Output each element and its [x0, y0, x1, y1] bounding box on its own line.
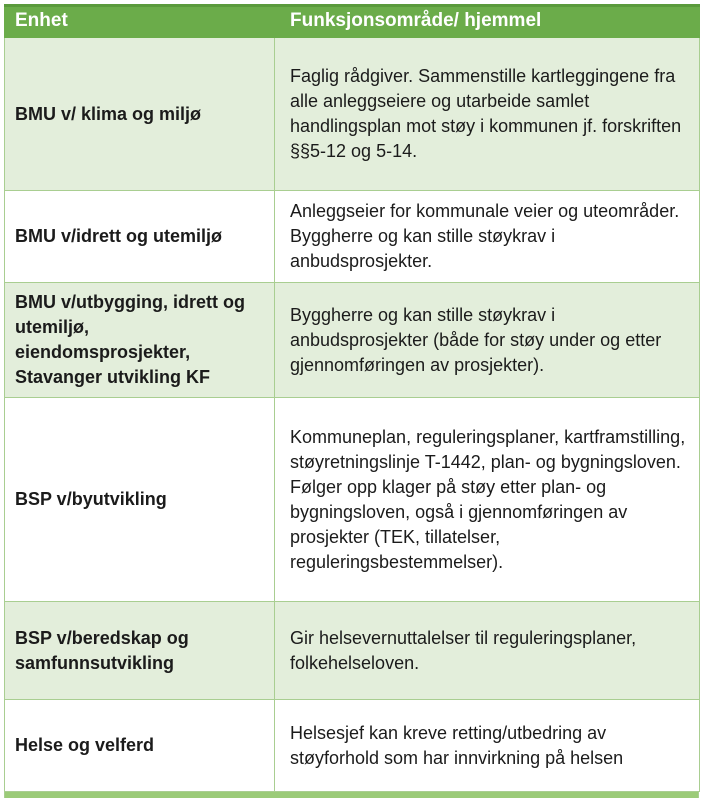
funksjonsomrade-cell: Helsesjef kan kreve retting/utbedring av støyforhold som har innvirkning på helsen: [275, 700, 700, 792]
table-row: [5, 602, 700, 700]
table-row: [5, 191, 700, 283]
enhet-cell: BMU v/idrett og utemiljø: [5, 191, 275, 283]
funksjonsomrade-cell: Gir helsevernuttalelser til reguleringsplaner, folkehelseloven.: [275, 602, 700, 700]
table-row: [5, 398, 700, 602]
funksjonsomrade-cell: Anleggseier for kommunale veier og uteområder. Byggherre og kan stille støykrav i anbudsprosjekter.: [275, 191, 700, 283]
table-row: [5, 283, 700, 398]
column-header-funksjonsomrade: Funksjonsområde/ hjemmel: [275, 6, 700, 38]
responsibility-table: [4, 4, 700, 792]
funksjonsomrade-cell: Kommuneplan, reguleringsplaner, kartframstilling, støyretningslinje T-1442, plan- og bygningsloven. Følger opp klager på støy etter plan- og bygningsloven, også i gjennomføringen av prosjekter (TEK, tillatelser, reguleringsbestemmelser).: [275, 398, 700, 602]
funksjonsomrade-cell: Faglig rådgiver. Sammenstille kartleggingene fra alle anleggseiere og utarbeide samlet handlingsplan mot støy i kommunen jf. forskriften §§5-12 og 5-14.: [275, 38, 700, 191]
enhet-cell: Helse og velferd: [5, 700, 275, 792]
table-row: [5, 700, 700, 792]
column-header-enhet: Enhet: [5, 6, 275, 38]
table-row: [5, 38, 700, 191]
enhet-cell: BSP v/beredskap og samfunnsutvikling: [5, 602, 275, 700]
funksjonsomrade-cell: Byggherre og kan stille støykrav i anbudsprosjekter (både for støy under og etter gjennomføringen av prosjekter).: [275, 283, 700, 398]
enhet-cell: BMU v/utbygging, idrett og utemiljø, eiendomsprosjekter, Stavanger utvikling KF: [5, 283, 275, 398]
enhet-cell: BSP v/byutvikling: [5, 398, 275, 602]
table-header-row: [5, 6, 700, 38]
cropped-next-row-edge: [4, 792, 699, 798]
enhet-cell: BMU v/ klima og miljø: [5, 38, 275, 191]
